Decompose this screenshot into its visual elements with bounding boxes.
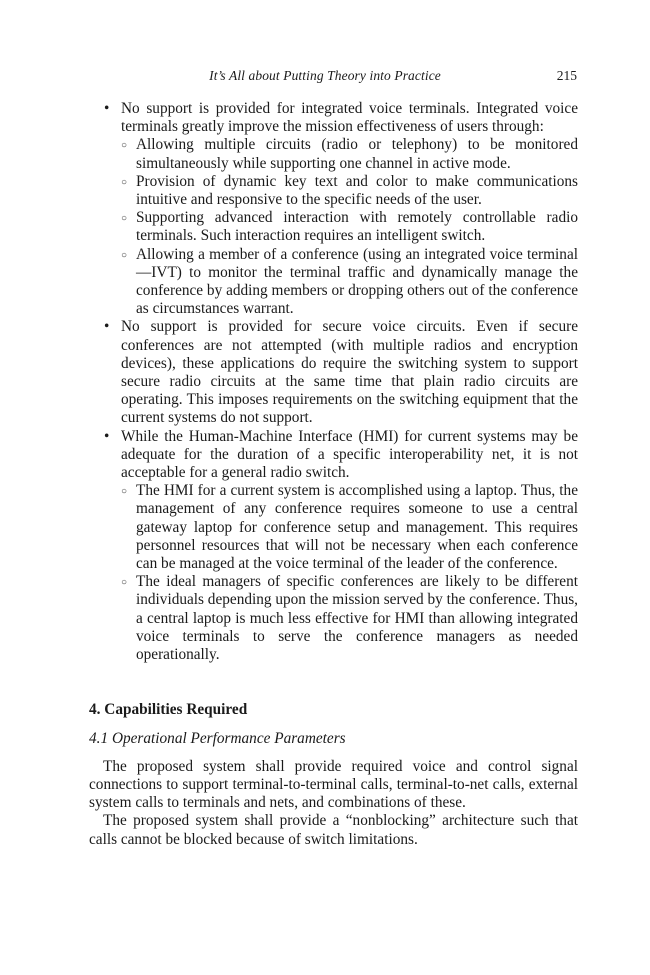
page-number: 215: [556, 68, 577, 83]
page-content: [89, 100, 578, 849]
bullet-text: No support is provided for integrated voice terminals. Integrated voice terminals greatly improve the mission effectiveness of users through:: [121, 100, 578, 136]
bullet-text: No support is provided for secure voice circuits. Even if secure conferences are not attempted (with multiple radios and encryption devices), these applications do require the switching system to support secure radio circuits at the same time that plain radio circuits are operating. This imposes requirements on the switching equipment that the current systems do not support.: [121, 318, 578, 427]
subsection-heading: 4.1 Operational Performance Parameters: [89, 729, 346, 747]
bullet-item: [89, 100, 578, 318]
running-head: [0, 68, 650, 88]
body-paragraph: The proposed system shall provide required voice and control signal connections to support terminal-to-terminal calls, terminal-to-net calls, external system calls to terminals and nets, and combinations of these.: [89, 757, 578, 812]
bullet-list: [89, 100, 578, 664]
sub-item: ○ Provision of dynamic key text and color to make communications intuitive and responsive to the specific needs of the user.: [121, 173, 578, 209]
sub-item: ○ The HMI for a current system is accomplished using a laptop. Thus, the management of any conference requires someone to use a central gateway laptop for conference setup and management. This requires personnel resources that will not be necessary when each conference can be managed at the voice terminal of the leader of the conference.: [121, 482, 578, 573]
bullet-item: [89, 318, 578, 427]
bullet-item: [89, 428, 578, 665]
body-paragraph: The proposed system shall provide a “nonblocking” architecture such that calls cannot be blocked because of switch limitations.: [89, 812, 578, 848]
sub-item: ○ Supporting advanced interaction with remotely controllable radio terminals. Such interaction requires an intelligent switch.: [121, 209, 578, 245]
running-head-title: It’s All about Putting Theory into Practice: [209, 68, 441, 83]
sub-item: ○ Allowing a member of a conference (using an integrated voice terminal—IVT) to monitor the terminal traffic and dynamically manage the conference by adding members or dropping others out of the conference as circumstances warrant.: [121, 246, 578, 319]
sub-item: ○ The ideal managers of specific conferences are likely to be different individuals depending upon the mission served by the conference. Thus, a central laptop is much less effective for HMI than allowing integrated voice terminals to serve the conference managers as needed operationally.: [121, 573, 578, 664]
sub-list: [121, 136, 578, 318]
bullet-text: While the Human-Machine Interface (HMI) for current systems may be adequate for the duration of a specific interoperability net, it is not acceptable for a general radio switch.: [121, 427, 578, 482]
section-heading: 4. Capabilities Required: [89, 701, 248, 719]
sub-item: ○ Allowing multiple circuits (radio or telephony) to be monitored simultaneously while supporting one channel in active mode.: [121, 136, 578, 172]
sub-list: [121, 482, 578, 664]
